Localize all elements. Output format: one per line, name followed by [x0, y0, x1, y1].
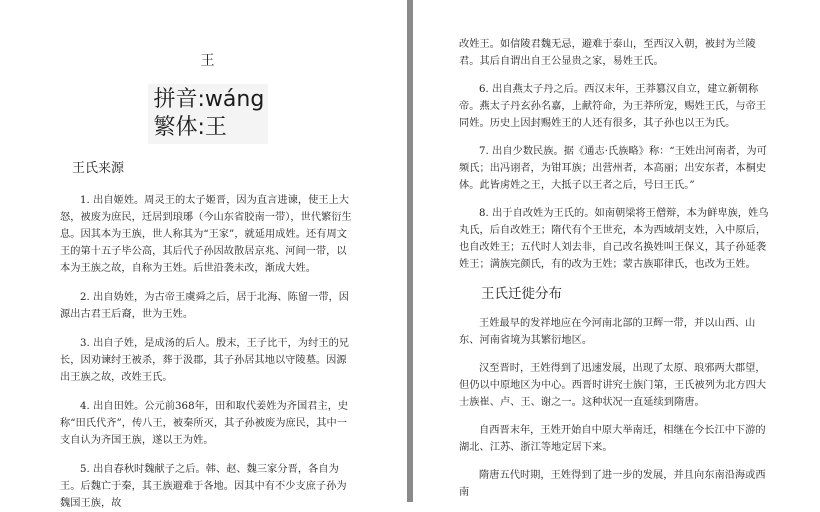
- paragraph: 王姓最早的发祥地应在今河南北部的卫辉一带，并以山西、山东、河南省境为其繁衍地区。: [459, 318, 756, 346]
- section-heading-migration: 王氏迁徙分布: [481, 286, 562, 302]
- left-page: [0, 0, 407, 509]
- paragraph: 4. 出自田姓。公元前368年，田和取代姜姓为齐国君主，史称“田氏代齐”，传八王，被秦所灭，其子孙被废为庶民，其中一支自认为齐国王族，遂以王为姓。: [60, 401, 349, 446]
- section-heading-origins: 王氏来源: [72, 161, 125, 176]
- paragraph: 1. 出自姬姓。周灵王的太子姬晋，因为直言进谏，使王上大怒，被废为庶民，迁居到琅琊（今山东省胶南一带），世代繁衍生息。因其本为王族，世人称其为“王家”，就延用成姓。还有周文王的第十五子毕公高，其后代子孙因故散居京兆、河间一带，以本为王族之故，自称为王姓。后世沿袭未改，渐成大姓。: [60, 195, 352, 274]
- paragraph-continuation: 改姓王。如信陵君魏无忌，避难于泰山，至西汉入朝，被封为兰陵君。其后自谓出自王公显贵之家，易姓王氏。: [459, 39, 756, 67]
- pinyin-line: 拼音:wáng: [153, 87, 265, 112]
- pinyin-image: [148, 84, 268, 144]
- paragraph: 3. 出自子姓，是成汤的后人。殷末，王子比干，为纣王的兄长，因劝谏纣王被杀，葬于汲郡，其子孙居其地以守陵墓。因源出王族之故，改姓王氏。: [60, 338, 350, 383]
- paragraph: 隋唐五代时期，王姓得到了进一步的发展，并且向东南沿海或西南: [459, 470, 766, 498]
- paragraph: 6. 出自燕太子丹之后。西汉末年，王莽篡汉自立，建立新朝称帝。燕太子丹玄孙名嘉，上献符命，为王莽所宠，赐姓王氏，与帝王同姓。历史上因封赐姓王的人还有很多，其子孙也以王为氏。: [459, 84, 767, 129]
- paragraph: 汉至晋时，王姓得到了迅速发展，出现了太原、琅邪两大郡望，但仍以中原地区为中心。西晋时讲究士族门第，王氏被列为北方四大士族崔、卢、王、谢之一。这种状况一直延续到隋唐。: [459, 363, 767, 408]
- traditional-line: 繁体:王: [153, 115, 227, 140]
- paragraph: 2. 出自妫姓，为古帝王虞舜之后，居于北海、陈留一带，因源出古君王后裔，世为王姓。: [60, 292, 350, 320]
- paragraph: 自西晋末年，王姓开始自中原大举南迁，相继在今长江中下游的湖北、江苏、浙江等地定居下来。: [459, 425, 766, 453]
- paragraph: 7. 出自少数民族。据《通志·氏族略》称：“王姓出河南者，为可频氏；出冯诩者，为钳耳族；出营州者，本高丽；出安东者，本桐史体。此皆虏姓之王，大抵子以王者之后，号曰王氏。”: [459, 146, 767, 191]
- paragraph: 5. 出自春秋时魏献子之后。韩、赵、魏三家分晋，各自为王。后魏亡于秦，其王族避难于各地。因其中有不少支庶子孙为魏国王族，故: [60, 464, 347, 509]
- right-page: [413, 0, 820, 502]
- paragraph: 8. 出于自改姓为王氏的。如南朝梁将王僧辩，本为鲜卑族，姓乌丸氏，后自改姓王；隋代有个王世充，本为西域胡支姓，入中原后，也自改姓王；五代时人刘去非，自己改名换姓叫王保义，其子孙延袭姓王；满族完颜氏，有的改为王姓；蒙古族耶律氏，也改为王姓。: [459, 208, 769, 270]
- document-title: 王: [200, 53, 215, 69]
